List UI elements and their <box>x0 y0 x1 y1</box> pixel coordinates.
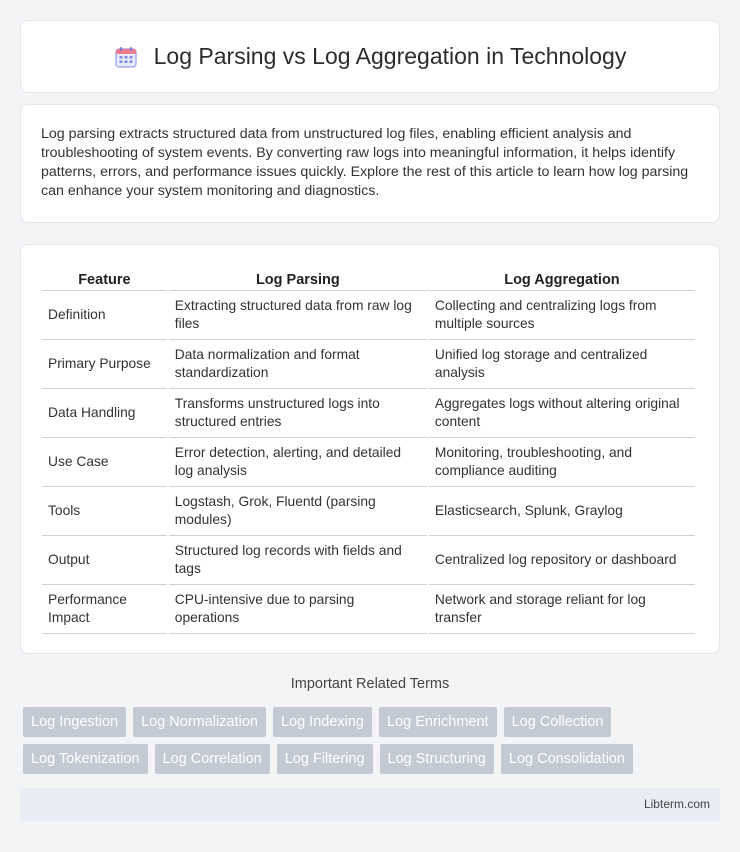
title-card <box>20 20 720 93</box>
tag-log-indexing[interactable]: Log Indexing <box>273 707 372 737</box>
tag-log-consolidation[interactable]: Log Consolidation <box>501 744 633 774</box>
related-terms <box>23 707 723 781</box>
tag-row <box>23 707 723 737</box>
table-row <box>42 291 695 340</box>
intro-card <box>20 104 720 223</box>
row-feature: Output <box>42 536 167 585</box>
row-log-aggregation: Unified log storage and centralized analysis <box>429 340 695 389</box>
tag-row <box>23 744 723 774</box>
row-log-parsing: Logstash, Grok, Fluentd (parsing modules) <box>169 487 427 536</box>
comparison-table <box>40 267 697 634</box>
row-log-parsing: Error detection, alerting, and detailed log analysis <box>169 438 427 487</box>
tag-log-enrichment[interactable]: Log Enrichment <box>379 707 497 737</box>
row-log-aggregation: Elasticsearch, Splunk, Graylog <box>429 487 695 536</box>
comparison-card <box>20 244 720 654</box>
tag-log-collection[interactable]: Log Collection <box>504 707 612 737</box>
row-log-parsing: Transforms unstructured logs into structured entries <box>169 389 427 438</box>
table-row <box>42 487 695 536</box>
row-log-parsing: Extracting structured data from raw log files <box>169 291 427 340</box>
footer-site-link[interactable]: Libterm.com <box>643 797 710 811</box>
header-log-parsing: Log Parsing <box>169 267 427 291</box>
row-log-aggregation: Centralized log repository or dashboard <box>429 536 695 585</box>
row-log-aggregation: Network and storage reliant for log transfer <box>429 585 695 634</box>
tag-log-correlation[interactable]: Log Correlation <box>155 744 270 774</box>
row-log-aggregation: Monitoring, troubleshooting, and compliance auditing <box>429 438 695 487</box>
related-terms-heading: Important Related Terms <box>290 676 450 692</box>
row-feature: Tools <box>42 487 167 536</box>
footer <box>20 788 720 821</box>
table-row <box>42 389 695 438</box>
tag-log-structuring[interactable]: Log Structuring <box>380 744 494 774</box>
tag-log-ingestion[interactable]: Log Ingestion <box>23 707 126 737</box>
page-title: Log Parsing vs Log Aggregation in Technology <box>153 43 627 69</box>
row-feature: Data Handling <box>42 389 167 438</box>
row-log-aggregation: Aggregates logs without altering original content <box>429 389 695 438</box>
table-row <box>42 536 695 585</box>
row-log-aggregation: Collecting and centralizing logs from multiple sources <box>429 291 695 340</box>
table-row <box>42 438 695 487</box>
calendar-icon <box>114 45 138 69</box>
intro-text: Log parsing extracts structured data from unstructured log files, enabling efficient analysis and troubleshooting of system events. By converting raw logs into meaningful information, it helps identify patterns, errors, and performance issues quickly. Explore the rest of this article to learn how log parsing can enhance your system monitoring and diagnostics. <box>41 126 689 199</box>
tag-log-filtering[interactable]: Log Filtering <box>277 744 373 774</box>
row-feature: Use Case <box>42 438 167 487</box>
tag-log-normalization[interactable]: Log Normalization <box>133 707 266 737</box>
table-row <box>42 585 695 634</box>
table-header-row <box>42 267 695 291</box>
table-row <box>42 340 695 389</box>
header-feature: Feature <box>42 267 167 291</box>
tag-log-tokenization[interactable]: Log Tokenization <box>23 744 148 774</box>
row-feature: Performance Impact <box>42 585 167 634</box>
header-log-aggregation: Log Aggregation <box>429 267 695 291</box>
row-log-parsing: CPU-intensive due to parsing operations <box>169 585 427 634</box>
row-feature: Primary Purpose <box>42 340 167 389</box>
row-log-parsing: Structured log records with fields and tags <box>169 536 427 585</box>
row-log-parsing: Data normalization and format standardization <box>169 340 427 389</box>
row-feature: Definition <box>42 291 167 340</box>
